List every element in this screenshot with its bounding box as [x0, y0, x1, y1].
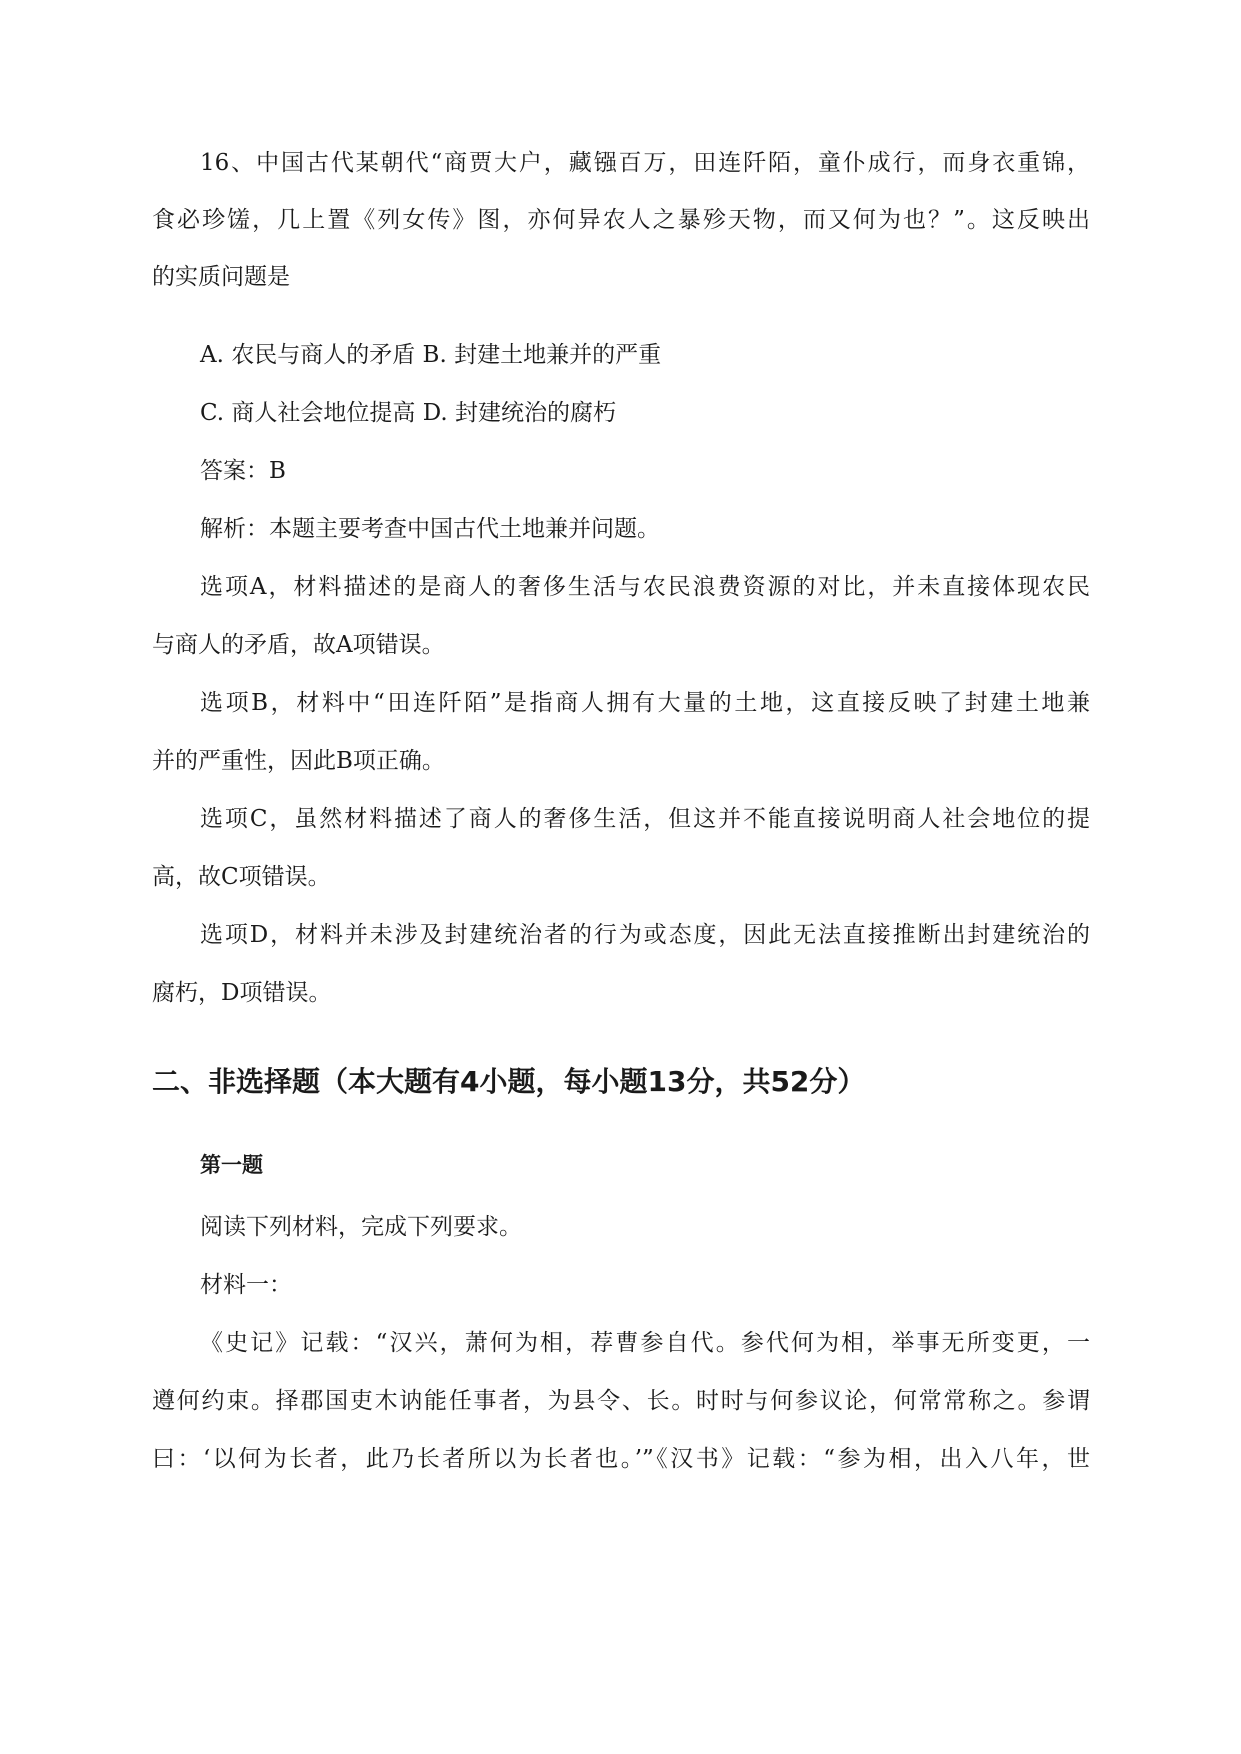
question-stem-line-3: 的实质问题是: [152, 264, 290, 290]
options-line-ab: A. 农民与商人的矛盾 B. 封建土地兼并的严重: [200, 342, 662, 368]
section-heading: 二、非选择题（本大题有4小题，每小题13分，共52分）: [152, 1065, 866, 1098]
material-label: 材料一：: [200, 1272, 292, 1298]
analysis-option-b-line-2: 并的严重性，因此B项正确。: [152, 748, 445, 774]
answer-line: 答案：B: [200, 458, 286, 484]
analysis-option-a-line-1: 选项A，材料描述的是商人的奢侈生活与农民浪费资源的对比，并未直接体现农民: [200, 574, 1090, 600]
material-line-2: 遵何约束。择郡国吏木讷能任事者，为县令、长。时时与何参议论，何常常称之。参谓: [152, 1388, 1090, 1414]
analysis-option-c-line-2: 高，故C项错误。: [152, 864, 331, 890]
options-line-cd: C. 商人社会地位提高 D. 封建统治的腐朽: [200, 400, 616, 426]
analysis-option-c-line-1: 选项C，虽然材料描述了商人的奢侈生活，但这并不能直接说明商人社会地位的提: [200, 806, 1090, 832]
analysis-intro: 解析：本题主要考查中国古代土地兼并问题。: [200, 516, 660, 542]
analysis-option-d-line-2: 腐朽，D项错误。: [152, 980, 332, 1006]
material-line-3: 曰：‘以何为长者，此乃长者所以为长者也。’”《汉书》记载：“参为相，出入八年，世: [152, 1446, 1090, 1472]
analysis-option-d-line-1: 选项D，材料并未涉及封建统治者的行为或态度，因此无法直接推断出封建统治的: [200, 922, 1090, 948]
question-stem-line-2: 食必珍馐，几上置《列女传》图，亦何异农人之暴殄天物，而又何为也？”。这反映出: [152, 207, 1090, 233]
analysis-option-a-line-2: 与商人的矛盾，故A项错误。: [152, 632, 445, 658]
question-stem-line-1: 16、中国古代某朝代“商贾大户，藏镪百万，田连阡陌，童仆成行，而身衣重锦，: [200, 150, 1090, 176]
material-line-1: 《史记》记载：“汉兴，萧何为相，荐曹参自代。参代何为相，举事无所变更，一: [200, 1330, 1090, 1356]
analysis-option-b-line-1: 选项B，材料中“田连阡陌”是指商人拥有大量的土地，这直接反映了封建土地兼: [200, 690, 1090, 716]
instruction-line: 阅读下列材料，完成下列要求。: [200, 1214, 522, 1240]
question-title: 第一题: [200, 1153, 263, 1177]
